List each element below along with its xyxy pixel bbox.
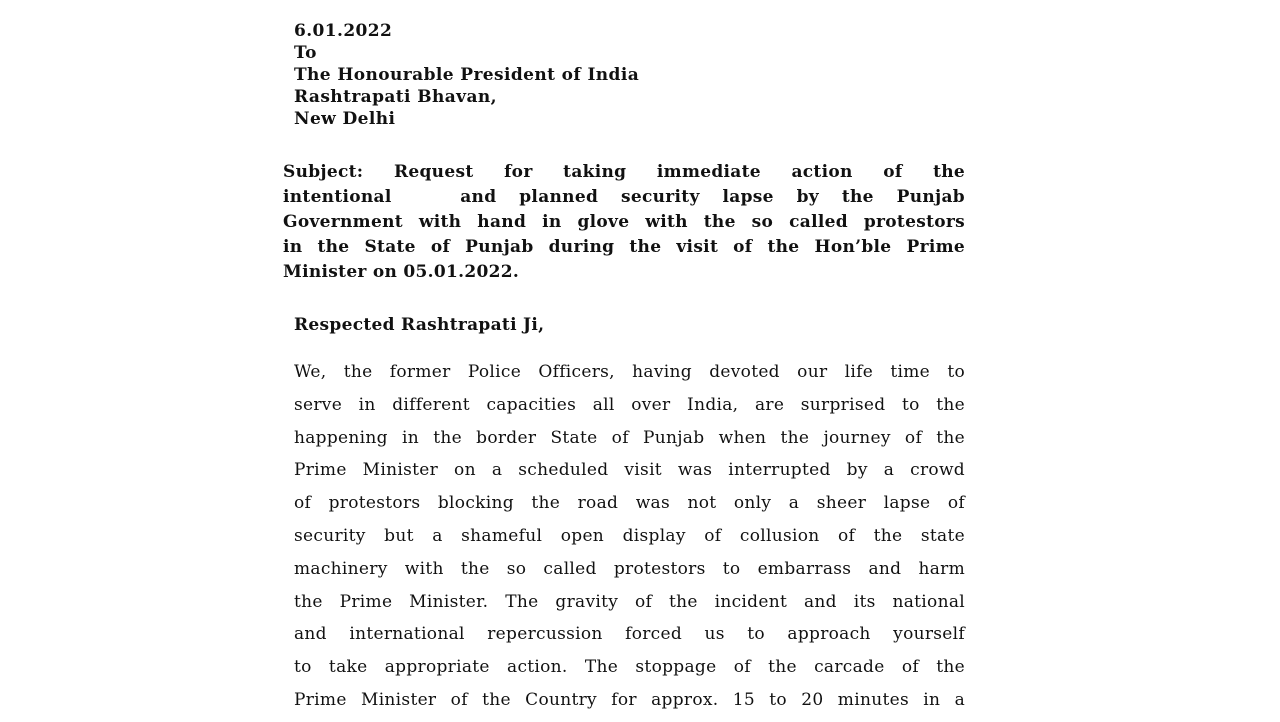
- address-line-2: New Delhi: [294, 109, 396, 129]
- subject-line: Government with hand in glove with the so called protestors: [283, 212, 965, 232]
- body-line: and international repercussion forced us to approach yourself: [294, 624, 965, 645]
- subject-line: intentional and planned security lapse by the Punjab: [283, 187, 965, 207]
- salutation: Respected Rashtrapati Ji,: [294, 315, 545, 335]
- address-line-1: Rashtrapati Bhavan,: [294, 87, 497, 107]
- subject-paragraph: [283, 160, 965, 285]
- body-line: security but a shameful open display of collusion of the state: [294, 525, 965, 546]
- body-line: machinery with the so called protestors to embarrass and harm: [294, 558, 965, 579]
- body-line: of protestors blocking the road was not only a sheer lapse of: [294, 493, 965, 514]
- body-line: happening in the border State of Punjab when the journey of the: [294, 427, 965, 448]
- body-line: serve in different capacities all over India, are surprised to the: [294, 394, 965, 415]
- body-paragraph: [294, 356, 965, 717]
- address-block: [294, 20, 639, 130]
- body-line: the Prime Minister. The gravity of the incident and its national: [294, 591, 965, 612]
- body-line: to take appropriate action. The stoppage of the carcade of the: [294, 657, 965, 678]
- recipient: The Honourable President of India: [294, 65, 640, 85]
- subject-line: in the State of Punjab during the visit of the Hon’ble Prime: [283, 237, 965, 257]
- body-line: We, the former Police Officers, having devoted our life time to: [294, 362, 965, 382]
- body-line: Prime Minister of the Country for approx. 15 to 20 minutes in a: [294, 689, 965, 710]
- subject-line: Minister on 05.01.2022.: [283, 262, 520, 282]
- letter-date: 6.01.2022: [294, 21, 393, 41]
- subject-line: Subject: Request for taking immediate action of the: [283, 162, 965, 182]
- body-line: Prime Minister on a scheduled visit was interrupted by a crowd: [294, 460, 965, 481]
- to-label: To: [294, 43, 317, 63]
